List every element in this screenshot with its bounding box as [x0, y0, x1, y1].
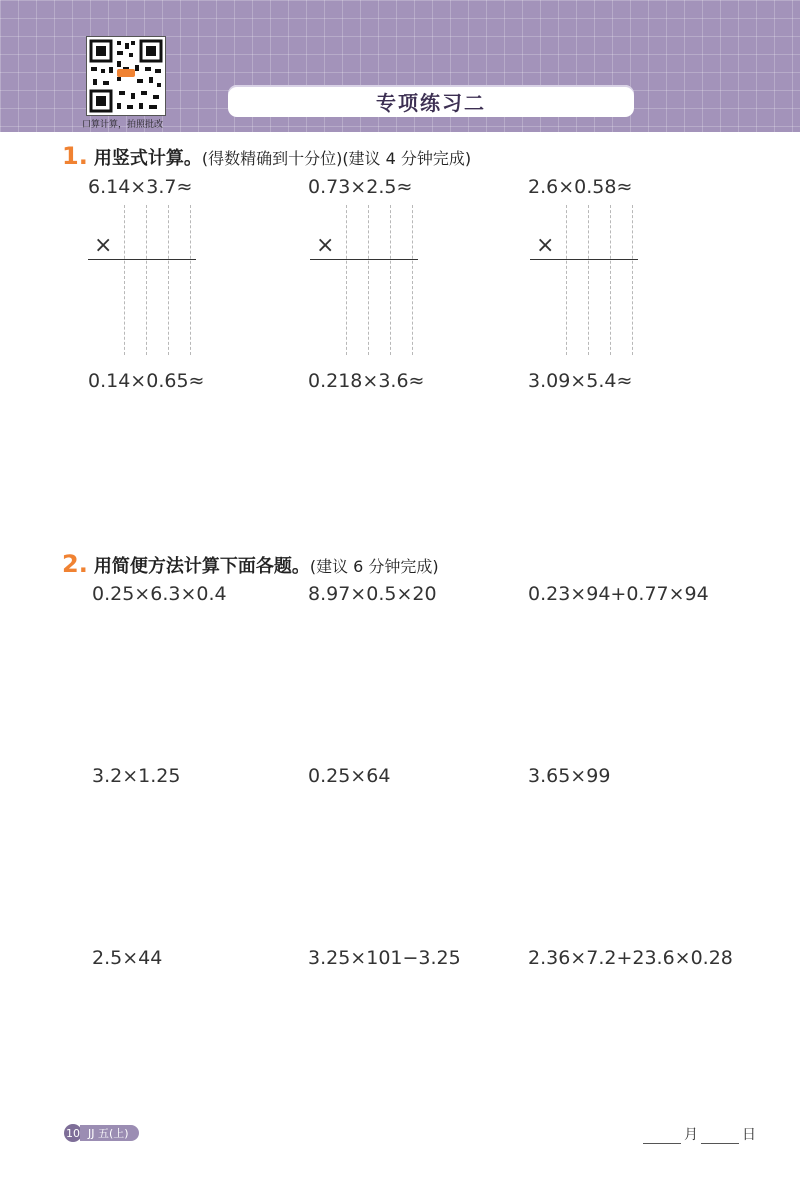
multiply-sign: ×	[316, 233, 335, 258]
question-2-heading	[62, 550, 439, 578]
q2-problem-4: 3.2×1.25	[92, 765, 181, 787]
guide-line	[124, 205, 125, 355]
q1-problem-2: 0.73×2.5≈	[308, 176, 413, 198]
guide-line	[632, 205, 633, 355]
vertical-calc-frame-1	[88, 205, 208, 355]
month-label: 月	[684, 1127, 698, 1143]
question-1-text: 用竖式计算。	[93, 148, 202, 169]
q2-problem-2: 8.97×0.5×20	[308, 583, 437, 605]
day-label: 日	[742, 1127, 756, 1143]
vertical-calc-frame-2	[310, 205, 430, 355]
result-line	[88, 259, 196, 260]
guide-line	[168, 205, 169, 355]
guide-line	[566, 205, 567, 355]
date-area	[640, 1124, 756, 1144]
month-blank[interactable]	[643, 1129, 681, 1144]
q2-problem-7: 2.5×44	[92, 947, 163, 969]
guide-line	[588, 205, 589, 355]
q1-problem-5: 0.218×3.6≈	[308, 370, 425, 392]
footer-badge	[64, 1124, 139, 1142]
guide-line	[190, 205, 191, 355]
question-1-number: 1.	[62, 142, 88, 170]
question-1-heading	[62, 142, 471, 170]
qr-caption: 口算计算，拍照批改	[82, 120, 164, 130]
q2-problem-1: 0.25×6.3×0.4	[92, 583, 227, 605]
q1-problem-1: 6.14×3.7≈	[88, 176, 193, 198]
q2-problem-6: 3.65×99	[528, 765, 611, 787]
page-number: 10	[64, 1124, 82, 1142]
result-line	[530, 259, 638, 260]
guide-line	[390, 205, 391, 355]
guide-line	[146, 205, 147, 355]
q1-problem-4: 0.14×0.65≈	[88, 370, 205, 392]
question-2-number: 2.	[62, 550, 88, 578]
question-2-text: 用简便方法计算下面各题。	[93, 556, 310, 577]
question-2-note: (建议 6 分钟完成)	[309, 557, 439, 576]
multiply-sign: ×	[536, 233, 555, 258]
q1-problem-6: 3.09×5.4≈	[528, 370, 633, 392]
guide-line	[610, 205, 611, 355]
multiply-sign: ×	[94, 233, 113, 258]
q2-problem-3: 0.23×94+0.77×94	[528, 583, 709, 605]
page-title: 专项练习二	[228, 85, 634, 117]
vertical-calc-frame-3	[530, 205, 650, 355]
q2-problem-5: 0.25×64	[308, 765, 391, 787]
day-blank[interactable]	[701, 1129, 739, 1144]
qr-code[interactable]	[86, 36, 166, 116]
question-1-note: (得数精确到十分位)(建议 4 分钟完成)	[201, 149, 472, 168]
book-tag: JJ 五(上)	[80, 1125, 139, 1141]
guide-line	[346, 205, 347, 355]
q2-problem-8: 3.25×101−3.25	[308, 947, 461, 969]
q1-problem-3: 2.6×0.58≈	[528, 176, 633, 198]
result-line	[310, 259, 418, 260]
q2-problem-9: 2.36×7.2+23.6×0.28	[528, 947, 733, 969]
guide-line	[368, 205, 369, 355]
guide-line	[412, 205, 413, 355]
qr-code-graphic	[87, 37, 165, 115]
